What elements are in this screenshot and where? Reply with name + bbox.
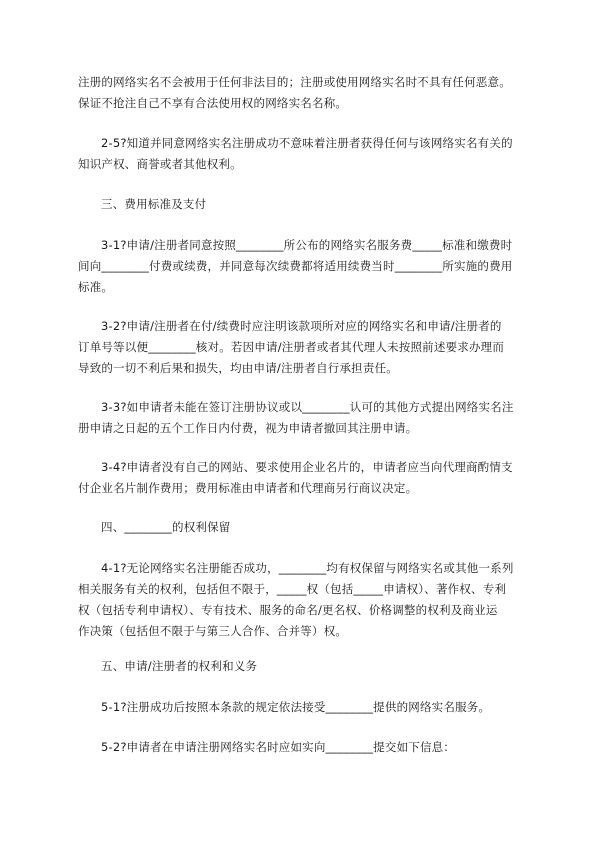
clause-3-3	[78, 397, 526, 439]
clause-5-2	[78, 737, 526, 758]
text-line: 3-1?申请/注册者同意按照________所公布的网络实名服务费_____标准和缴费时	[101, 238, 513, 252]
text-line: 知识产权、商誉或者其他权利。	[78, 157, 242, 171]
text-line: 导致的一切不利后果和损失，均由申请/注册者自行承担责任。	[78, 361, 398, 375]
text-line: 册申请之日起的五个工作日内付费，视为申请者撤回其注册申请。	[78, 421, 418, 435]
clause-3-4	[78, 457, 526, 499]
text-line: 4-1?无论网络实名注册能否成功，________均有权保留与网络实名或其他一系列	[101, 561, 514, 575]
text-line: 付企业名片制作费用；费用标准由申请者和代理商另行商议决定。	[78, 481, 418, 495]
text-line: 相关服务有关的权利，包括但不限于，_____权（包括_____申请权）、著作权、专利	[78, 582, 507, 596]
text-line: 保证不抢注自己不享有合法使用权的网络实名名称。	[78, 96, 348, 110]
clause-3-2	[78, 316, 526, 379]
text-line: 5-1?注册成功后按照本条款的规定依法接受________提供的网络实名服务。	[101, 700, 491, 714]
clause-5-1	[78, 697, 526, 718]
section-heading-4: 四、________的权利保留	[101, 520, 231, 534]
text-line: 标准。	[78, 280, 114, 294]
text-line: 3-2?申请/注册者在付/续费时应注明该款项所对应的网络实名和申请/注册者的	[101, 319, 502, 333]
text-line: 3-3?如申请者未能在签订注册协议或以________认可的其他方式提出网络实名注	[101, 400, 514, 414]
text-line: 间向________付费或续费，并同意每次续费都将适用续费当时________所实施的费用	[78, 259, 513, 273]
text-line: 3-4?申请者没有自己的网站、要求使用企业名片的，申请者应当向代理商酌情支	[101, 460, 513, 474]
text-line: 注册的网络实名不会被用于任何非法目的；注册或使用网络实名时不具有任何恶意。	[78, 75, 511, 89]
clause-4-1	[78, 558, 526, 642]
text-line: 订单号等以便________核对。若因申请/注册者或者其代理人未按照前述要求办理而	[78, 340, 505, 354]
text-line: 权（包括专利申请权）、专有技术、服务的命名/更名权、价格调整的权利及商业运	[78, 603, 498, 617]
text-line: 5-2?申请者在申请注册网络实名时应如实向________提交如下信息：	[101, 740, 456, 754]
section-heading-5: 五、申请/注册者的权利和义务	[101, 659, 258, 673]
text-line: 2-5?知道并同意网络实名注册成功不意味着注册者获得任何与该网络实名有关的	[101, 136, 513, 150]
section-heading-3: 三、费用标准及支付	[101, 197, 207, 211]
text-line: 作决策（包括但不限于与第三人合作、合并等）权。	[78, 624, 348, 638]
clause-2-5	[78, 133, 526, 175]
clause-3-1	[78, 235, 526, 298]
paragraph-continuation	[78, 72, 526, 114]
